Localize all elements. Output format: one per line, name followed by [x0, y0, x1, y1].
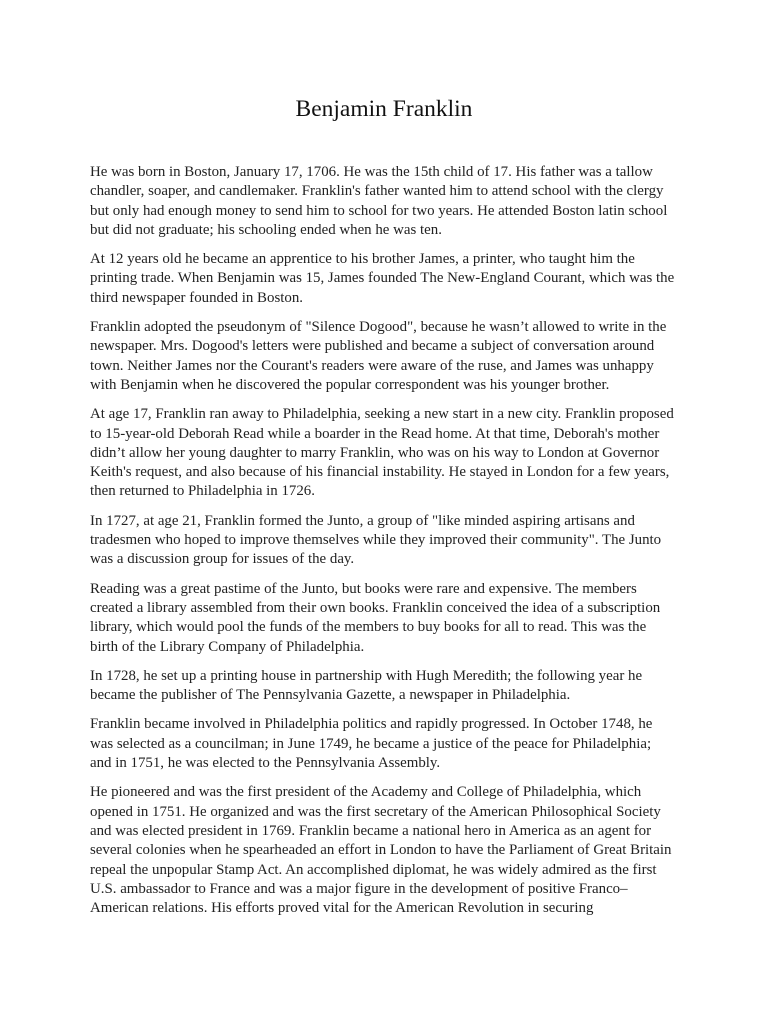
paragraph-politics: Franklin became involved in Philadelphia politics and rapidly progressed. In October 1748, he was selected as a councilman; in June 1749, he became a justice of the peace for Philadelphia; and in 1751, he was elected to the Pennsylvania Assembly.: [90, 716, 653, 772]
paragraph-silence-dogood: Franklin adopted the pseudonym of "Silence Dogood", because he wasn’t allowed to write in the newspaper. Mrs. Dogood's letters were published and became a subject of conversation around town. Neither James nor the Courant's readers were aware of the ruse, and James was unhappy with Benjamin when he discovered the popular correspondent was his younger brother.: [90, 319, 667, 393]
paragraph-academy: He pioneered and was the first president of the Academy and College of Philadelphia, which opened in 1751. He organized and was the first secretary of the American Philosophical Society and was elected president in 1769. Franklin became a national hero in America as an agent for several colonies when he spearheaded an effort in London to have the Parliament of Great Britain repeal the unpopular Stamp Act. An accomplished diplomat, he was widely admired as the first U.S. ambassador to France and was a major figure in the development of positive Franco–American relations. His efforts proved vital for the American Revolution in securing: [90, 784, 672, 917]
document-body: [90, 163, 676, 928]
paragraph-printing-house: In 1728, he set up a printing house in partnership with Hugh Meredith; the following year he became the publisher of The Pennsylvania Gazette, a newspaper in Philadelphia.: [90, 667, 643, 704]
paragraph-philadelphia: At age 17, Franklin ran away to Philadelphia, seeking a new start in a new city. Franklin proposed to 15-year-old Deborah Read while a boarder in the Read home. At that time, Deborah's mother didn’t allow her young daughter to marry Franklin, who was on his way to London at Governor Keith's request, and also because of his financial instability. He stayed in London for a few years, then returned to Philadelphia in 1726.: [90, 406, 674, 500]
paragraph-library: Reading was a great pastime of the Junto, but books were rare and expensive. The members created a library assembled from their own books. Franklin conceived the idea of a subscription library, which would pool the funds of the members to buy books for all to read. This was the birth of the Library Company of Philadelphia.: [90, 580, 661, 655]
document-title: Benjamin Franklin: [295, 96, 473, 122]
paragraph-birth: He was born in Boston, January 17, 1706. He was the 15th child of 17. His father was a tallow chandler, soaper, and candlemaker. Franklin's father wanted him to attend school with the clergy but only had enough money to send him to school for two years. He attended Boston latin school but did not graduate; his schooling ended when he was ten.: [90, 164, 668, 238]
paragraph-apprentice: At 12 years old he became an apprentice to his brother James, a printer, who taught him the printing trade. When Benjamin was 15, James founded The New-England Courant, which was the third newspaper founded in Boston.: [90, 251, 675, 306]
paragraph-junto: In 1727, at age 21, Franklin formed the Junto, a group of "like minded aspiring artisans and tradesmen who hoped to improve themselves while they improved their community". The Junto was a discussion group for issues of the day.: [90, 512, 662, 568]
